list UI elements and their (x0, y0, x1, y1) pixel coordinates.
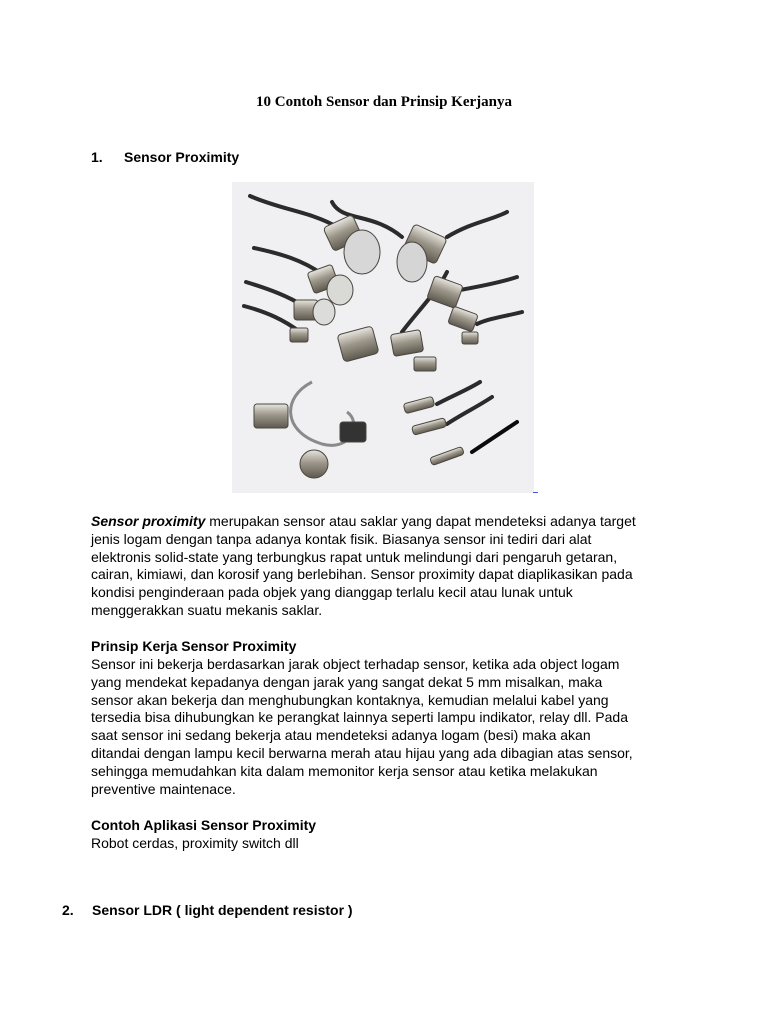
section-2-title: Sensor LDR ( light dependent resistor ) (92, 902, 353, 918)
intro-line: merupakan sensor atau saklar yang dapat mendeteksi adanya target (205, 513, 636, 529)
principle-paragraph (91, 656, 691, 798)
principle-line: Sensor ini bekerja berdasarkan jarak object terhadap sensor, ketika ada object logam (91, 656, 620, 672)
principle-line: tersedia bisa dihubungkan ke perangkat lainnya seperti lampu indikator, relay dll. Pada (91, 709, 629, 726)
principle-line: ditandai dengan lampu kecil berwarna merah atau hijau yang ada dibagian atas sensor, (91, 744, 633, 761)
principle-line: yang mendekat kepadanya dengan jarak yang sangat dekat 5 mm misalkan, maka (91, 673, 603, 690)
intro-term: Sensor proximity (91, 513, 206, 529)
intro-paragraph (91, 513, 691, 620)
proximity-sensors-photo (232, 182, 534, 493)
principle-line: sehingga memudahkan kita dalam memonitor kerja sensor atau ketika melakukan (91, 762, 598, 779)
section-1-number: 1. (91, 149, 103, 165)
section-1-heading (91, 149, 239, 165)
sensor-illustration (232, 182, 534, 493)
image-link-marker[interactable] (533, 484, 538, 493)
intro-line: elektronis solid-state yang terbungkus rapat untuk melindungi dari pengaruh getaran, (91, 548, 618, 565)
section-2-heading (62, 902, 353, 918)
principle-heading: Prinsip Kerja Sensor Proximity (91, 638, 297, 654)
principle-line: sensor akan bekerja dan menghubungkan kontaknya, kemudian melalui kabel yang (91, 691, 609, 708)
intro-line: menggerakkan suatu mekanis saklar. (91, 601, 323, 618)
principle-line: preventive maintenace. (91, 780, 236, 797)
intro-line: kondisi penginderaan pada objek yang dianggap terlalu kecil atau lunak untuk (91, 584, 573, 601)
application-text: Robot cerdas, proximity switch dll (91, 835, 299, 851)
principle-line: saat sensor ini sedang bekerja atau mendeteksi adanya logam (besi) maka akan (91, 727, 591, 744)
page-title: 10 Contoh Sensor dan Prinsip Kerjanya (255, 94, 512, 110)
section-2-number: 2. (62, 902, 74, 918)
intro-line: cairan, kimiawi, dan korosif yang berlebihan. Sensor proximity dapat diaplikasikan pada (91, 566, 633, 583)
section-1-title: Sensor Proximity (124, 149, 240, 165)
intro-line: jenis logam dengan tanpa adanya kontak fisik. Biasanya sensor ini tediri dari alat (91, 530, 592, 547)
application-heading: Contoh Aplikasi Sensor Proximity (91, 817, 317, 833)
